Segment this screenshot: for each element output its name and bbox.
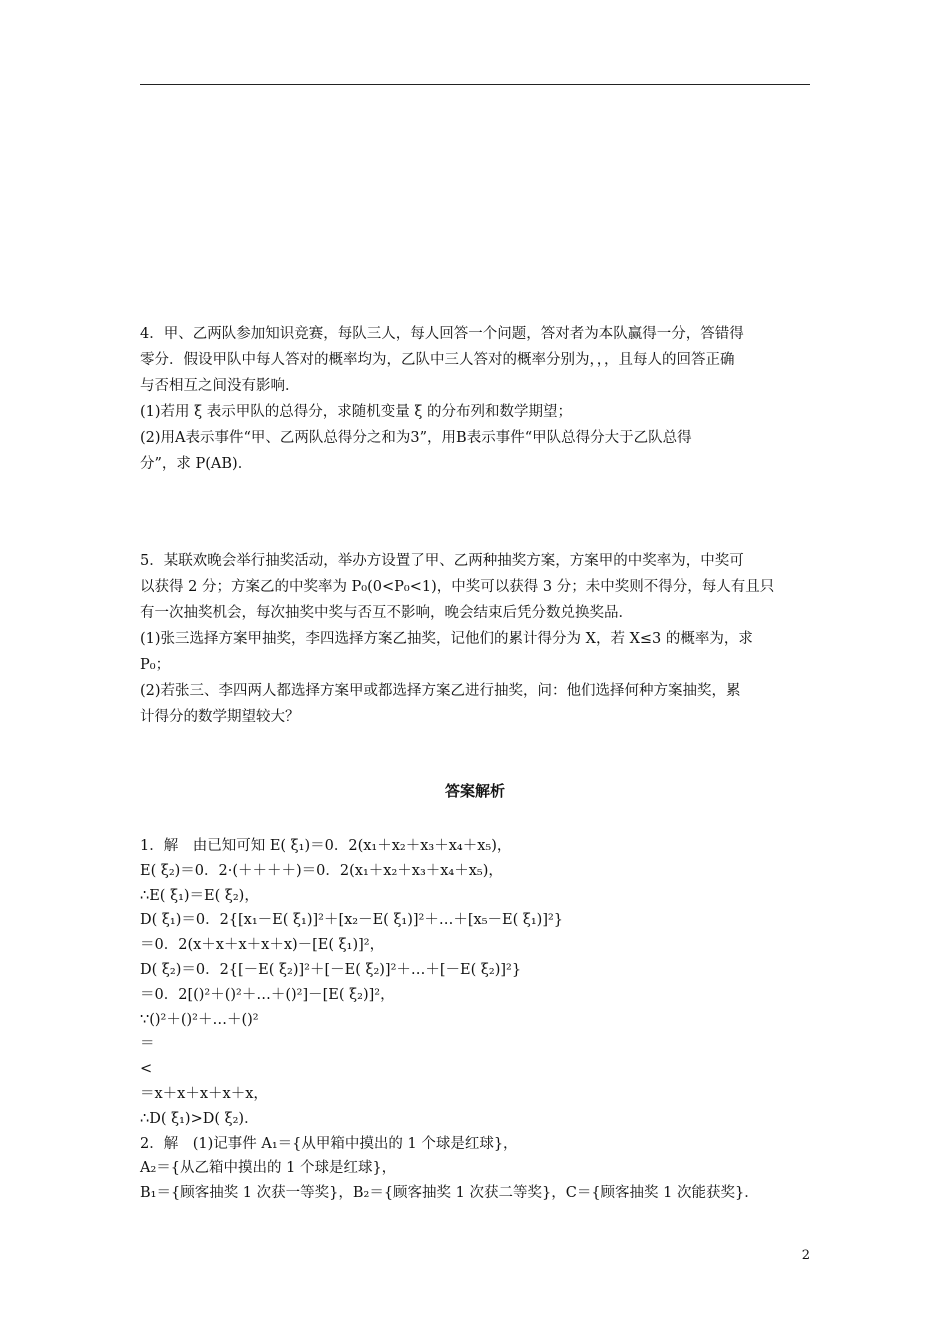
- answer-line: ＝0．2(x＋x＋x＋x＋x)－[E( ξ₁)]²，: [140, 937, 385, 954]
- question-5-line: 计得分的数学期望较大？: [140, 709, 300, 725]
- answers-heading: 答案解析: [444, 782, 505, 800]
- answer-line: 1．解 由已知可知 E( ξ₁)＝0．2(x₁＋x₂＋x₃＋x₄＋x₅)，: [140, 838, 512, 854]
- answer-line: 2．解 (1)记事件 A₁＝{从甲箱中摸出的 1 个球是红球}，: [140, 1135, 518, 1152]
- question-4-line: 零分．假设甲队中每人答对的概率均为，乙队中三人答对的概率分别为，，，且每人的回答正确: [140, 352, 735, 368]
- question-5-line: (1)张三选择方案甲抽奖，李四选择方案乙抽奖，记他们的累计得分为 X，若 X≤3 的概率为，求: [140, 631, 753, 647]
- answer-line: D( ξ₁)＝0．2{[x₁－E( ξ₁)]²＋[x₂－E( ξ₁)]²＋…＋[x₅－E( ξ₁)]²}: [140, 912, 564, 929]
- answer-line: ＝: [140, 1036, 155, 1053]
- answer-line: ＝x＋x＋x＋x＋x，: [140, 1085, 268, 1102]
- answer-line: D( ξ₂)＝0．2{[－E( ξ₂)]²＋[－E( ξ₂)]²＋…＋[－E( ξ₂)]²}: [140, 961, 522, 978]
- question-4-line: (2)用A表示事件“甲、乙两队总得分之和为3”，用B表示事件“甲队总得分大于乙队总得: [140, 430, 692, 446]
- question-5-line: P₀；: [140, 657, 171, 673]
- question-4-line: (1)若用 ξ 表示甲队的总得分，求随机变量 ξ 的分布列和数学期望；: [140, 404, 572, 420]
- question-4: [140, 321, 810, 477]
- question-4-line: 分”，求 P(AB)．: [140, 456, 253, 472]
- question-5-line: 以获得 2 分；方案乙的中奖率为 P₀(0<P₀<1)，中奖可以获得 3 分；未中奖则不得分，每人有且只: [140, 579, 775, 595]
- page-number: 2: [801, 1248, 810, 1263]
- answer-line: ∴E( ξ₁)＝E( ξ₂)，: [140, 887, 259, 904]
- question-5-line: (2)若张三、李四两人都选择方案甲或都选择方案乙进行抽奖，问：他们选择何种方案抽奖，累: [140, 683, 741, 699]
- answer-line: ∵()²＋()²＋…＋()²: [140, 1011, 259, 1028]
- question-5-line: 有一次抽奖机会，每次抽奖中奖与否互不影响，晚会结束后凭分数兑换奖品．: [140, 605, 633, 621]
- question-4-line: 与否相互之间没有影响．: [140, 378, 300, 394]
- answer-line: B₁＝{顾客抽奖 1 次获一等奖}，B₂＝{顾客抽奖 1 次获二等奖}，C＝{顾客抽奖 1 次能获奖}．: [140, 1185, 759, 1202]
- answer-line: ∴D( ξ₁)>D( ξ₂)．: [140, 1110, 259, 1127]
- answer-line: <: [140, 1061, 153, 1078]
- answer-line: E( ξ₂)＝0．2·(＋＋＋＋)＝0．2(x₁＋x₂＋x₃＋x₄＋x₅)，: [140, 862, 503, 879]
- answers-body: [140, 834, 810, 1206]
- question-5: [140, 548, 810, 730]
- question-5-line: 5．某联欢晚会举行抽奖活动，举办方设置了甲、乙两种抽奖方案，方案甲的中奖率为，中奖可: [140, 553, 744, 569]
- header-rule: [140, 84, 810, 85]
- answer-line: A₂＝{从乙箱中摸出的 1 个球是红球}，: [140, 1160, 397, 1177]
- answer-line: ＝0．2[()²＋()²＋…＋()²]－[E( ξ₂)]²，: [140, 986, 395, 1003]
- question-4-line: 4．甲、乙两队参加知识竞赛，每队三人，每人回答一个问题，答对者为本队赢得一分，答错得: [140, 326, 744, 342]
